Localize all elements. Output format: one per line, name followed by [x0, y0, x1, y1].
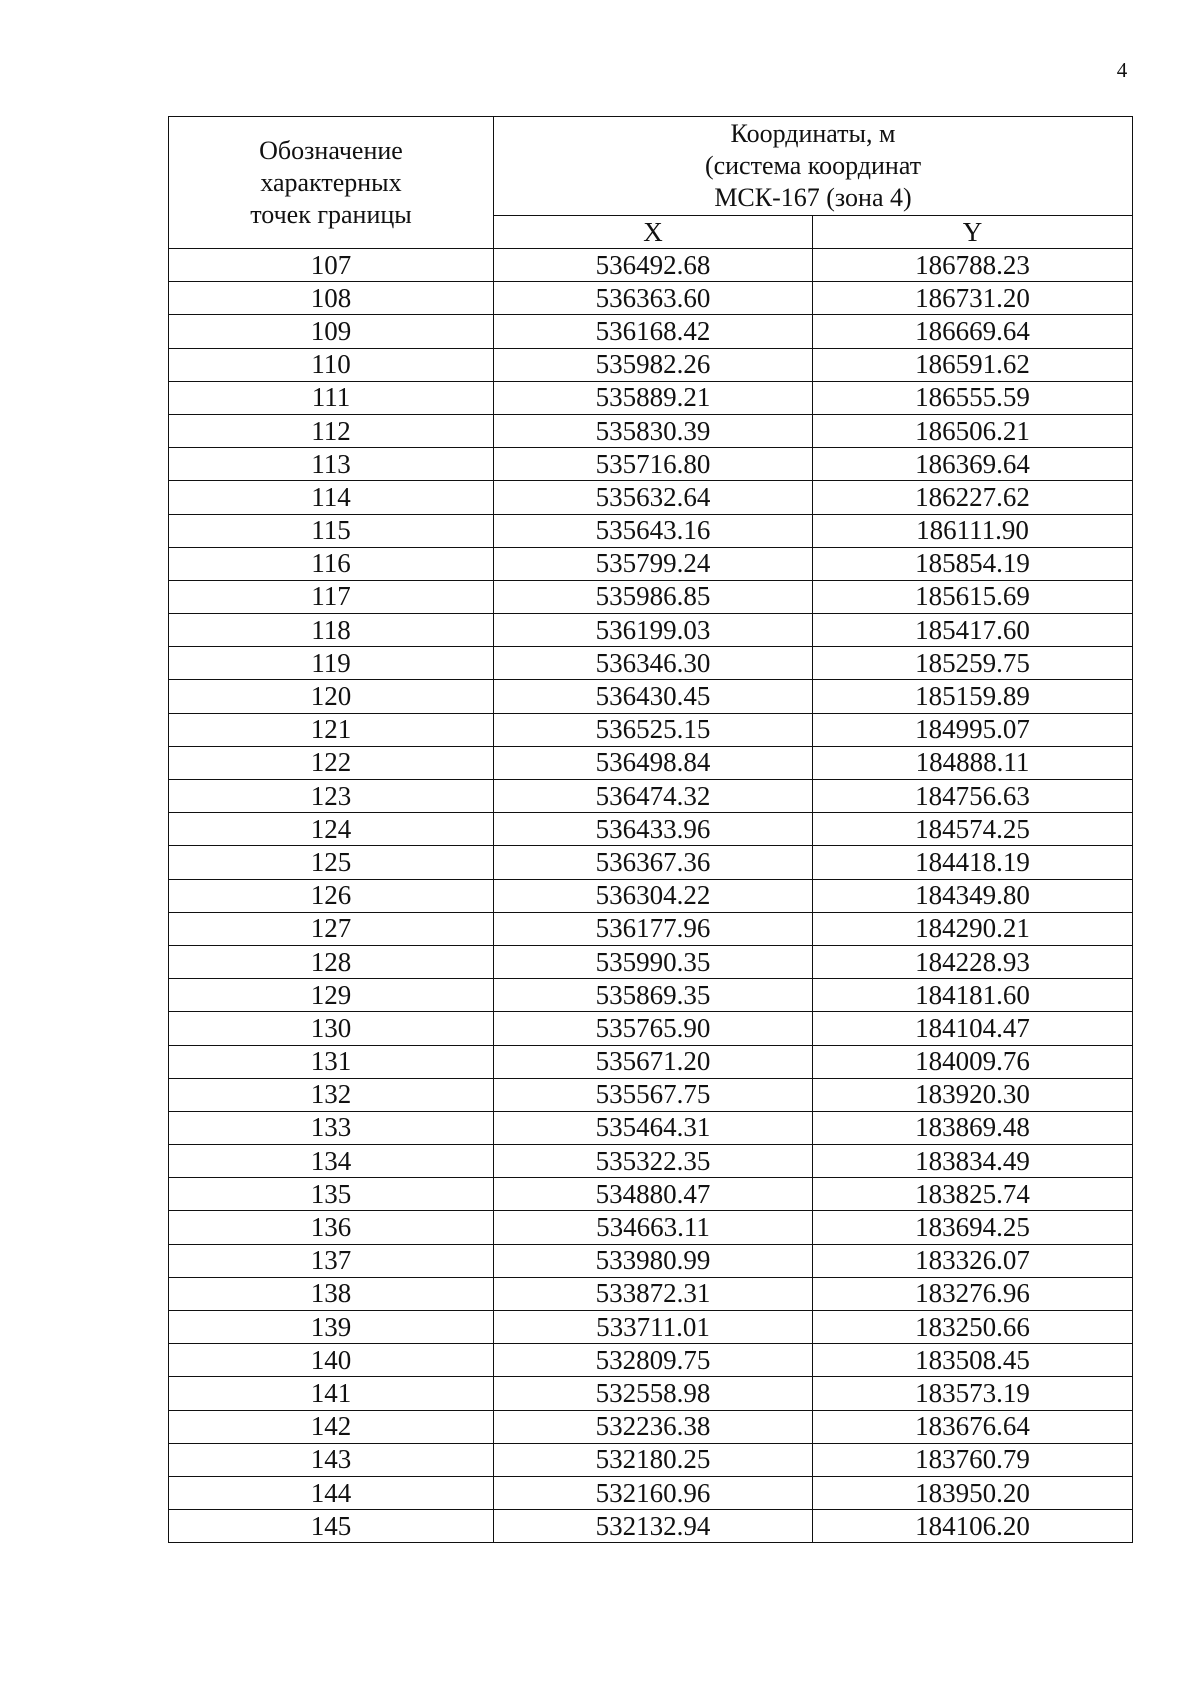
- y-coordinate-cell: 183326.07: [813, 1244, 1133, 1277]
- point-id-cell: 122: [169, 746, 494, 779]
- table-row: [169, 481, 1133, 514]
- table-row: [169, 846, 1133, 879]
- x-coordinate-cell: 535643.16: [494, 514, 813, 547]
- x-coordinate-cell: 532809.75: [494, 1344, 813, 1377]
- point-id-cell: 135: [169, 1178, 494, 1211]
- point-id-cell: 131: [169, 1045, 494, 1078]
- y-coordinate-cell: 184418.19: [813, 846, 1133, 879]
- x-coordinate-cell: 535799.24: [494, 547, 813, 580]
- point-id-cell: 140: [169, 1344, 494, 1377]
- point-id-cell: 145: [169, 1510, 494, 1543]
- x-coordinate-cell: 535464.31: [494, 1111, 813, 1144]
- y-coordinate-cell: 183573.19: [813, 1377, 1133, 1410]
- y-coordinate-cell: 183950.20: [813, 1476, 1133, 1509]
- y-coordinate-cell: 184104.47: [813, 1012, 1133, 1045]
- x-coordinate-cell: 533872.31: [494, 1277, 813, 1310]
- y-coordinate-cell: 184106.20: [813, 1510, 1133, 1543]
- y-coordinate-cell: 186555.59: [813, 381, 1133, 414]
- point-id-cell: 138: [169, 1277, 494, 1310]
- header-line: характерных: [260, 167, 402, 197]
- y-coordinate-cell: 186669.64: [813, 315, 1133, 348]
- point-id-cell: 109: [169, 315, 494, 348]
- y-column-header: Y: [813, 216, 1133, 249]
- y-coordinate-cell: 183760.79: [813, 1443, 1133, 1476]
- x-coordinate-cell: 532236.38: [494, 1410, 813, 1443]
- y-coordinate-cell: 183694.25: [813, 1211, 1133, 1244]
- y-coordinate-cell: 185259.75: [813, 647, 1133, 680]
- y-coordinate-cell: 185854.19: [813, 547, 1133, 580]
- y-coordinate-cell: 185615.69: [813, 580, 1133, 613]
- point-id-cell: 141: [169, 1377, 494, 1410]
- table-row: [169, 912, 1133, 945]
- point-id-cell: 123: [169, 780, 494, 813]
- page-number: 4: [1116, 58, 1128, 82]
- x-coordinate-cell: 536474.32: [494, 780, 813, 813]
- point-id-cell: 118: [169, 614, 494, 647]
- y-coordinate-cell: 184756.63: [813, 780, 1133, 813]
- x-coordinate-cell: 536346.30: [494, 647, 813, 680]
- table-row: [169, 1211, 1133, 1244]
- coordinates-header: [494, 117, 1133, 216]
- x-coordinate-cell: 536492.68: [494, 249, 813, 282]
- header-line: Обозначение: [259, 135, 403, 165]
- table-row: [169, 547, 1133, 580]
- table-row: [169, 381, 1133, 414]
- table-row: [169, 780, 1133, 813]
- x-coordinate-cell: 533711.01: [494, 1311, 813, 1344]
- y-coordinate-cell: 183869.48: [813, 1111, 1133, 1144]
- y-coordinate-cell: 183834.49: [813, 1145, 1133, 1178]
- x-coordinate-cell: 535986.85: [494, 580, 813, 613]
- header-line: (система координат: [704, 151, 922, 180]
- table-row: [169, 1045, 1133, 1078]
- x-coordinate-cell: 535567.75: [494, 1078, 813, 1111]
- x-coordinate-cell: 535632.64: [494, 481, 813, 514]
- table-row: [169, 1443, 1133, 1476]
- table-row: [169, 1510, 1133, 1543]
- point-id-cell: 113: [169, 448, 494, 481]
- point-id-cell: 133: [169, 1111, 494, 1144]
- point-id-cell: 108: [169, 282, 494, 315]
- table-row: [169, 879, 1133, 912]
- point-id-cell: 111: [169, 381, 494, 414]
- point-id-cell: 121: [169, 713, 494, 746]
- x-coordinate-cell: 536304.22: [494, 879, 813, 912]
- table-row: [169, 680, 1133, 713]
- x-coordinate-cell: 535716.80: [494, 448, 813, 481]
- y-coordinate-cell: 186788.23: [813, 249, 1133, 282]
- x-coordinate-cell: 532180.25: [494, 1443, 813, 1476]
- table-row: [169, 813, 1133, 846]
- header-line: Координаты, м: [730, 119, 896, 148]
- x-coordinate-cell: 536177.96: [494, 912, 813, 945]
- point-id-cell: 139: [169, 1311, 494, 1344]
- point-id-cell: 112: [169, 414, 494, 447]
- y-coordinate-cell: 183920.30: [813, 1078, 1133, 1111]
- table-row: [169, 315, 1133, 348]
- point-id-cell: 120: [169, 680, 494, 713]
- table-row: [169, 614, 1133, 647]
- table-row: [169, 1145, 1133, 1178]
- table-row: [169, 1311, 1133, 1344]
- y-coordinate-cell: 185417.60: [813, 614, 1133, 647]
- y-coordinate-cell: 183508.45: [813, 1344, 1133, 1377]
- table-row: [169, 1377, 1133, 1410]
- point-id-cell: 130: [169, 1012, 494, 1045]
- y-coordinate-cell: 186731.20: [813, 282, 1133, 315]
- x-coordinate-cell: 536498.84: [494, 746, 813, 779]
- x-coordinate-cell: 536430.45: [494, 680, 813, 713]
- y-coordinate-cell: 186591.62: [813, 348, 1133, 381]
- y-coordinate-cell: 186506.21: [813, 414, 1133, 447]
- point-id-cell: 107: [169, 249, 494, 282]
- y-coordinate-cell: 186369.64: [813, 448, 1133, 481]
- table-body: [169, 249, 1133, 1543]
- x-coordinate-cell: 536433.96: [494, 813, 813, 846]
- header-line: МСК-167 (зона 4): [714, 183, 912, 212]
- y-coordinate-cell: 184009.76: [813, 1045, 1133, 1078]
- x-coordinate-cell: 534880.47: [494, 1178, 813, 1211]
- point-id-cell: 114: [169, 481, 494, 514]
- point-id-cell: 117: [169, 580, 494, 613]
- table-row: [169, 1244, 1133, 1277]
- point-id-cell: 128: [169, 945, 494, 978]
- x-coordinate-cell: 533980.99: [494, 1244, 813, 1277]
- point-id-cell: 143: [169, 1443, 494, 1476]
- point-id-cell: 116: [169, 547, 494, 580]
- y-coordinate-cell: 184574.25: [813, 813, 1133, 846]
- x-coordinate-cell: 536363.60: [494, 282, 813, 315]
- table-row: [169, 414, 1133, 447]
- table-row: [169, 348, 1133, 381]
- y-coordinate-cell: 183676.64: [813, 1410, 1133, 1443]
- x-coordinate-cell: 532160.96: [494, 1476, 813, 1509]
- y-coordinate-cell: 184995.07: [813, 713, 1133, 746]
- x-coordinate-cell: 535322.35: [494, 1145, 813, 1178]
- table-row: [169, 1012, 1133, 1045]
- point-id-cell: 119: [169, 647, 494, 680]
- table-header: [169, 117, 1133, 249]
- point-id-cell: 115: [169, 514, 494, 547]
- x-coordinate-cell: 534663.11: [494, 1211, 813, 1244]
- table-row: [169, 1410, 1133, 1443]
- y-coordinate-cell: 184888.11: [813, 746, 1133, 779]
- x-coordinate-cell: 535830.39: [494, 414, 813, 447]
- x-coordinate-cell: 532558.98: [494, 1377, 813, 1410]
- table-row: [169, 979, 1133, 1012]
- y-coordinate-cell: 183276.96: [813, 1277, 1133, 1310]
- table-row: [169, 580, 1133, 613]
- coordinates-table: [168, 116, 1133, 1543]
- y-coordinate-cell: 185159.89: [813, 680, 1133, 713]
- x-coordinate-cell: 535889.21: [494, 381, 813, 414]
- x-coordinate-cell: 536199.03: [494, 614, 813, 647]
- table-row: [169, 1078, 1133, 1111]
- table-row: [169, 1111, 1133, 1144]
- point-id-cell: 124: [169, 813, 494, 846]
- point-id-cell: 136: [169, 1211, 494, 1244]
- x-coordinate-cell: 535990.35: [494, 945, 813, 978]
- x-coordinate-cell: 535869.35: [494, 979, 813, 1012]
- point-id-cell: 129: [169, 979, 494, 1012]
- x-column-header: X: [494, 216, 813, 249]
- table-row: [169, 647, 1133, 680]
- y-coordinate-cell: 186111.90: [813, 514, 1133, 547]
- x-coordinate-cell: 535765.90: [494, 1012, 813, 1045]
- point-id-cell: 126: [169, 879, 494, 912]
- table-row: [169, 1178, 1133, 1211]
- table-row: [169, 1277, 1133, 1310]
- y-coordinate-cell: 184290.21: [813, 912, 1133, 945]
- table-row: [169, 713, 1133, 746]
- point-id-cell: 144: [169, 1476, 494, 1509]
- header-line: точек границы: [250, 199, 412, 229]
- table-row: [169, 1476, 1133, 1509]
- point-id-cell: 134: [169, 1145, 494, 1178]
- x-coordinate-cell: 536525.15: [494, 713, 813, 746]
- point-id-cell: 110: [169, 348, 494, 381]
- x-coordinate-cell: 532132.94: [494, 1510, 813, 1543]
- x-coordinate-cell: 536367.36: [494, 846, 813, 879]
- table-row: [169, 1344, 1133, 1377]
- x-coordinate-cell: 536168.42: [494, 315, 813, 348]
- table-row: [169, 249, 1133, 282]
- x-coordinate-cell: 535982.26: [494, 348, 813, 381]
- table-row: [169, 282, 1133, 315]
- point-id-cell: 125: [169, 846, 494, 879]
- y-coordinate-cell: 183825.74: [813, 1178, 1133, 1211]
- point-id-cell: 127: [169, 912, 494, 945]
- table-row: [169, 514, 1133, 547]
- point-id-cell: 142: [169, 1410, 494, 1443]
- y-coordinate-cell: 184181.60: [813, 979, 1133, 1012]
- table-row: [169, 448, 1133, 481]
- y-coordinate-cell: 184349.80: [813, 879, 1133, 912]
- y-coordinate-cell: 184228.93: [813, 945, 1133, 978]
- table-row: [169, 746, 1133, 779]
- point-id-cell: 137: [169, 1244, 494, 1277]
- point-id-cell: 132: [169, 1078, 494, 1111]
- table-row: [169, 945, 1133, 978]
- y-coordinate-cell: 183250.66: [813, 1311, 1133, 1344]
- y-coordinate-cell: 186227.62: [813, 481, 1133, 514]
- x-coordinate-cell: 535671.20: [494, 1045, 813, 1078]
- point-designation-header: [169, 117, 494, 249]
